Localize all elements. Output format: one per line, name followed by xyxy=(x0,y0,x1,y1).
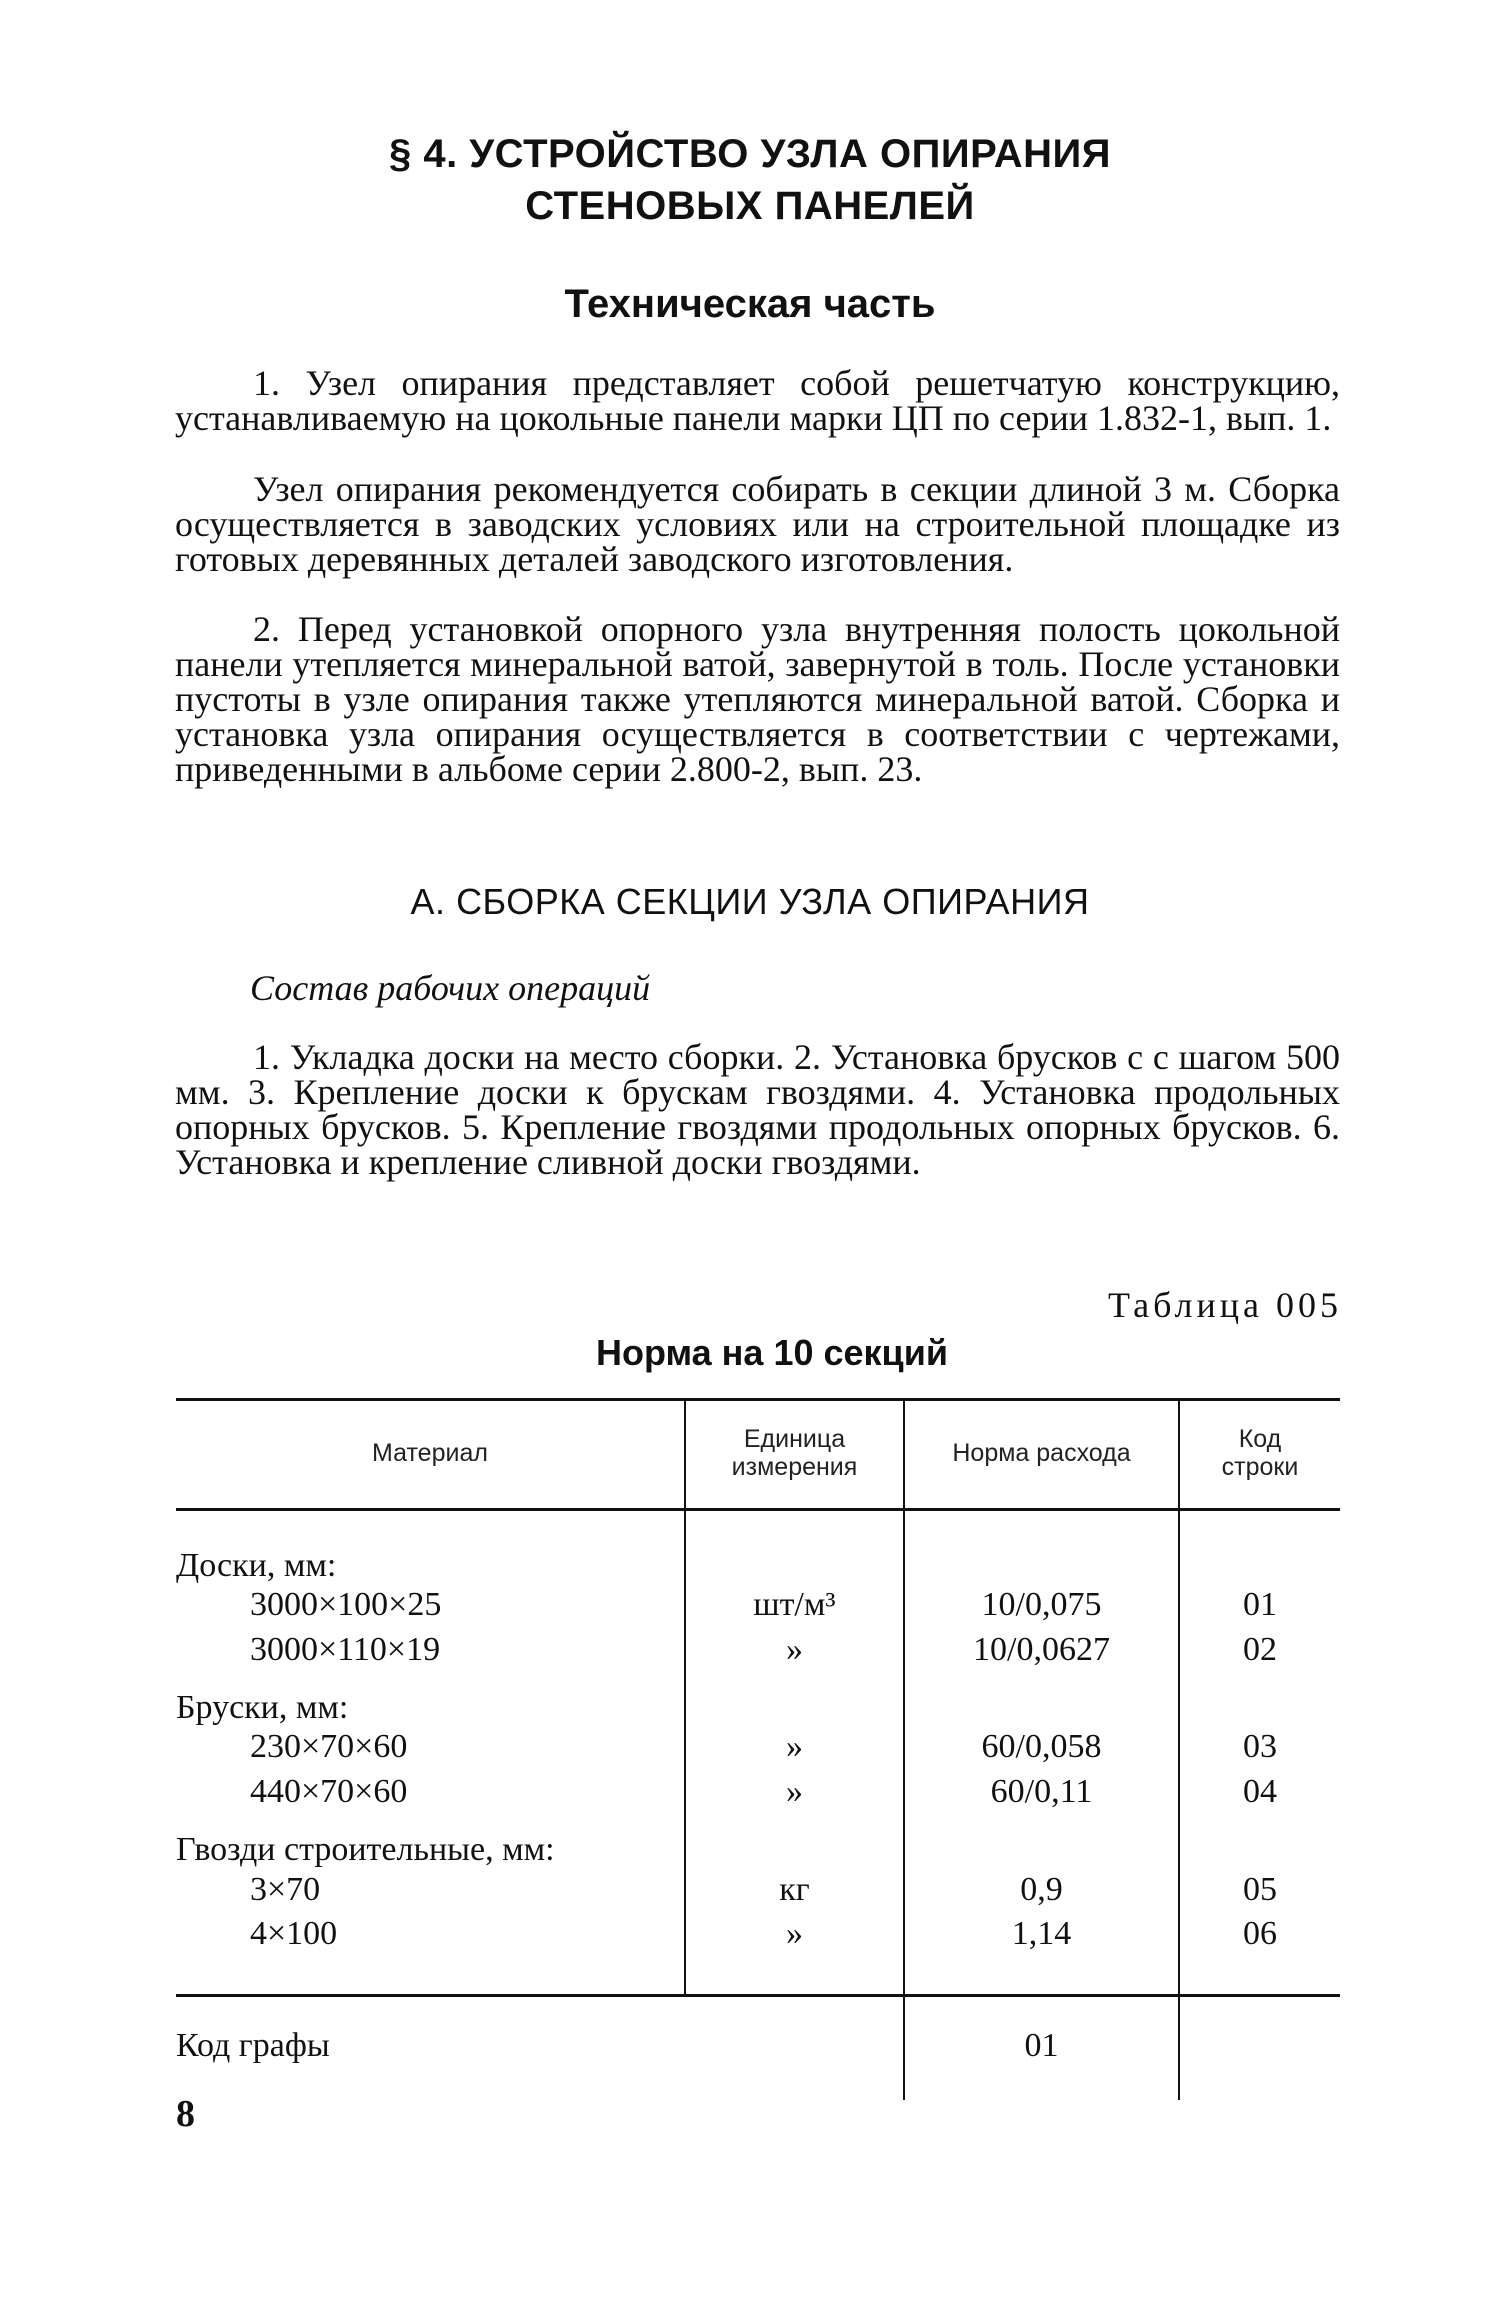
table-label: Таблица 005 xyxy=(1108,1285,1342,1325)
table-caption: Норма на 10 секций xyxy=(596,1332,948,1373)
cell-unit: » xyxy=(786,1728,803,1765)
table-row-group-label: Бруски, мм: xyxy=(176,1689,349,1726)
table-row-group-label: Доски, мм: xyxy=(176,1547,337,1584)
section-title-line-1: § 4. УСТРОЙСТВО УЗЛА ОПИРАНИЯ xyxy=(388,132,1112,176)
cell-code: 03 xyxy=(1243,1728,1277,1765)
operations-text: 1. Укладка доски на место сборки. 2. Установка брусков с с шагом 500 мм. 3. Крепление доски к брускам гвоздями. 4. Установка продольных опорных брусков. 5. Крепление гвоздями продольных опорных брусков. 6. Установка и крепление сливной доски гвоздями. xyxy=(175,1037,1340,1182)
paragraph-2: Узел опирания рекомендуется собирать в секции длиной 3 м. Сборка осуществляется в заводских условиях или на строительной площадке из готовых деревянных деталей заводского изготовления. xyxy=(175,469,1340,579)
cell-norm: 0,9 xyxy=(1020,1871,1063,1908)
cell-unit: » xyxy=(786,1915,803,1952)
cell-code: 06 xyxy=(1243,1915,1277,1952)
subsection-heading: А. СБОРКА СЕКЦИИ УЗЛА ОПИРАНИЯ xyxy=(410,881,1090,922)
header-code-line-2: строки xyxy=(1221,1453,1299,1481)
section-title xyxy=(150,128,1350,232)
cell-material: 440×70×60 xyxy=(250,1773,408,1810)
cell-material: 230×70×60 xyxy=(250,1728,408,1765)
header-unit-line-1: Единица xyxy=(743,1425,846,1453)
page-number: 8 xyxy=(176,2093,195,2135)
cell-norm: 10/0,0627 xyxy=(973,1631,1110,1668)
footer-value: 01 xyxy=(1024,2027,1059,2064)
header-norm: Норма расхода xyxy=(952,1439,1131,1467)
table-row-group-label: Гвозди строительные, мм: xyxy=(176,1831,555,1868)
paragraph-1: 1. Узел опирания представляет собой решетчатую конструкцию, устанавливаемую на цокольные панели марки ЦП по серии 1.832-1, вып. 1. xyxy=(175,363,1340,438)
cell-material: 3000×100×25 xyxy=(250,1586,442,1623)
table-header-rule xyxy=(176,1508,1340,1511)
cell-unit: шт/м³ xyxy=(753,1586,836,1623)
cell-material: 4×100 xyxy=(250,1915,338,1952)
table-bottom-rule xyxy=(176,1994,1340,1997)
cell-code: 05 xyxy=(1243,1871,1277,1908)
cell-code: 01 xyxy=(1243,1586,1277,1623)
cell-unit: » xyxy=(786,1631,803,1668)
footer-label: Код графы xyxy=(176,2027,330,2064)
subtitle: Техническая часть xyxy=(564,282,936,326)
cell-unit: » xyxy=(786,1773,803,1810)
cell-unit: кг xyxy=(779,1871,810,1908)
cell-code: 02 xyxy=(1243,1631,1277,1668)
cell-material: 3000×110×19 xyxy=(250,1631,441,1668)
cell-code: 04 xyxy=(1243,1773,1277,1810)
header-material: Материал xyxy=(372,1439,488,1467)
cell-norm: 10/0,075 xyxy=(981,1586,1102,1623)
cell-norm: 60/0,11 xyxy=(990,1773,1093,1810)
table-top-rule xyxy=(176,1398,1340,1401)
cell-norm: 60/0,058 xyxy=(981,1728,1102,1765)
header-code xyxy=(1180,1425,1340,1481)
paragraph-3: 2. Перед установкой опорного узла внутренняя полость цокольной панели утепляется минеральной ватой, завернутой в толь. После установки пустоты в узле опирания также утепляются минеральной ватой. Сборка и установка узла опирания осуществляется в соответствии с чертежами, приведенными в альбоме серии 2.800-2, вып. 23. xyxy=(175,609,1340,789)
header-unit xyxy=(686,1425,903,1481)
cell-norm: 1,14 xyxy=(1011,1915,1072,1952)
header-code-line-1: Код xyxy=(1238,1425,1282,1453)
operations-title: Состав рабочих операций xyxy=(250,968,651,1008)
header-unit-line-2: измерения xyxy=(731,1453,858,1481)
section-title-line-2: СТЕНОВЫХ ПАНЕЛЕЙ xyxy=(525,184,975,228)
cell-material: 3×70 xyxy=(250,1871,321,1908)
